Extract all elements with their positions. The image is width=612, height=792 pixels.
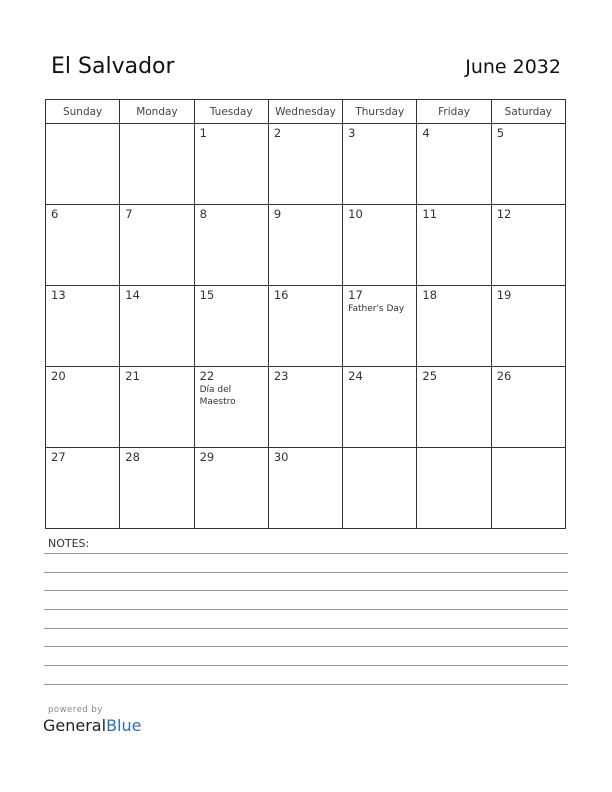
day-number: 27 <box>51 450 66 464</box>
day-cell <box>417 367 491 448</box>
day-number: 26 <box>496 369 512 383</box>
day-number: 2 <box>273 126 282 140</box>
day-number: 9 <box>273 207 282 221</box>
day-cell <box>491 367 565 448</box>
day-number: 5 <box>496 126 505 140</box>
day-number: 17 <box>348 288 363 302</box>
day-number: 16 <box>273 288 289 302</box>
day-cell <box>120 367 194 448</box>
day-cell <box>120 448 194 529</box>
day-cell <box>46 205 120 286</box>
week-row <box>46 286 566 367</box>
day-number: 13 <box>51 288 66 302</box>
day-number: 25 <box>422 369 438 383</box>
note-line <box>44 628 568 629</box>
note-line <box>44 572 568 573</box>
week-row <box>46 367 566 448</box>
day-cell <box>417 448 491 529</box>
day-cell <box>491 205 565 286</box>
day-number: 28 <box>125 450 140 464</box>
notes-label: NOTES: <box>48 537 90 550</box>
day-cell <box>343 124 417 205</box>
day-number: 23 <box>273 369 289 383</box>
note-line <box>44 590 568 591</box>
generalblue-logo[interactable] <box>43 716 141 735</box>
day-number: 22 <box>199 369 215 383</box>
calendar-grid <box>45 99 566 529</box>
calendar-month-title: June 2032 <box>465 56 561 78</box>
day-cell <box>343 205 417 286</box>
day-cell <box>343 448 417 529</box>
day-number: 7 <box>125 207 133 221</box>
weekday-header: Sunday <box>46 100 120 124</box>
weekday-header: Saturday <box>491 100 565 124</box>
weekday-header: Tuesday <box>194 100 268 124</box>
day-number: 29 <box>199 450 215 464</box>
weekday-header: Wednesday <box>268 100 342 124</box>
day-cell <box>491 286 565 367</box>
calendar-country-title: El Salvador <box>51 54 175 79</box>
day-number: 1 <box>199 126 207 140</box>
powered-by-text: powered by <box>48 705 103 715</box>
day-number: 6 <box>51 207 59 221</box>
week-row <box>46 448 566 529</box>
day-cell <box>194 124 268 205</box>
day-cell <box>417 286 491 367</box>
day-number: 18 <box>422 288 438 302</box>
note-line <box>44 553 568 554</box>
day-cell <box>120 286 194 367</box>
day-cell <box>417 205 491 286</box>
day-cell <box>417 124 491 205</box>
day-cell <box>46 448 120 529</box>
day-cell <box>194 448 268 529</box>
week-row <box>46 124 566 205</box>
day-number: 12 <box>496 207 512 221</box>
holiday-label: Día del Maestro <box>199 385 236 407</box>
day-number: 8 <box>199 207 207 221</box>
day-cell <box>46 124 120 205</box>
day-number: 10 <box>348 207 363 221</box>
note-line <box>44 665 568 666</box>
week-row <box>46 205 566 286</box>
note-line <box>44 646 568 647</box>
note-line <box>44 609 568 610</box>
logo-blue-text: Blue <box>106 716 142 735</box>
day-number: 24 <box>348 369 363 383</box>
day-cell <box>120 124 194 205</box>
day-number: 19 <box>496 288 512 302</box>
day-cell <box>491 448 565 529</box>
weekday-header: Friday <box>417 100 491 124</box>
holiday-label: Father's Day <box>348 304 405 314</box>
day-cell <box>194 205 268 286</box>
day-number: 14 <box>125 288 140 302</box>
day-number: 21 <box>125 369 140 383</box>
day-cell <box>491 124 565 205</box>
logo-general-text: General <box>43 716 107 735</box>
day-number: 30 <box>273 450 289 464</box>
day-number: 11 <box>422 207 438 221</box>
day-cell <box>268 124 342 205</box>
weekday-header: Thursday <box>343 100 417 124</box>
weekday-header-row <box>46 100 566 124</box>
day-cell <box>343 367 417 448</box>
day-number: 4 <box>422 126 430 140</box>
day-number: 3 <box>348 126 356 140</box>
day-number: 15 <box>199 288 215 302</box>
day-cell <box>194 286 268 367</box>
weekday-header: Monday <box>120 100 194 124</box>
note-line <box>44 684 568 685</box>
day-cell <box>268 367 342 448</box>
day-cell <box>120 205 194 286</box>
day-cell <box>46 286 120 367</box>
day-cell <box>194 367 268 448</box>
day-cell <box>268 286 342 367</box>
day-number: 20 <box>51 369 66 383</box>
day-cell <box>46 367 120 448</box>
day-cell <box>343 286 417 367</box>
day-cell <box>268 205 342 286</box>
day-cell <box>268 448 342 529</box>
